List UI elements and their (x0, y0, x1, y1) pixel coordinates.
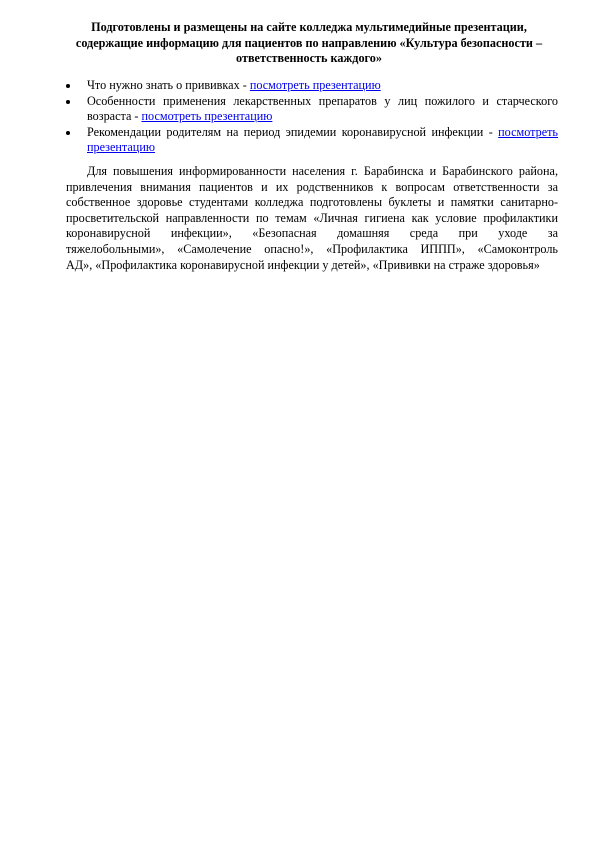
list-item (66, 125, 558, 156)
heading-line-3: ответственность каждого» (236, 51, 382, 65)
presentation-link-vaccinations[interactable]: посмотреть презентацию (249, 78, 381, 92)
document-heading (66, 20, 552, 67)
paragraph-line: АД», «Профилактика коронавирусной инфекции у детей», «Прививки на страже здоровья» (66, 257, 540, 272)
heading-line-2: содержащие информацию для пациентов по направлению «Культура безопасности – (75, 35, 543, 50)
list-item (66, 78, 558, 94)
paragraph-line: собственное здоровье студентами колледжа подготовлены буклеты и памятки санитарно- (66, 195, 558, 210)
paragraph-line: коронавирусной инфекции», «Безопасная домашняя среда при уходе за (66, 226, 558, 241)
list-item-text: Что нужно знать о прививках - (87, 78, 250, 92)
list-item (66, 94, 558, 125)
info-paragraph (66, 164, 558, 273)
list-item-text: Рекомендации родителям на период эпидемии коронавирусной инфекции - (87, 124, 499, 139)
list-item-text: Особенности применения лекарственных препаратов у лиц пожилого и старческого возраста - (87, 93, 558, 123)
paragraph-line: привлечения внимания пациентов и их родственников к вопросам ответственности за (66, 179, 558, 194)
presentation-link-coronavirus-parents[interactable]: посмотреть презентацию (87, 124, 558, 154)
bullet-icon (66, 131, 70, 135)
paragraph-line: просветительской направленности по темам «Личная гигиена как условие профилактики (66, 210, 558, 225)
bullet-icon (66, 100, 70, 104)
paragraph-line: тяжелобольными», «Самолечение опасно!», «Профилактика ИППП», «Самоконтроль (66, 241, 558, 256)
presentation-link-medications-elderly[interactable]: посмотреть презентацию (141, 109, 273, 123)
presentation-list (66, 78, 558, 156)
paragraph-line: Для повышения информированности населения г. Барабинска и Барабинского района, (87, 164, 558, 178)
heading-line-1: Подготовлены и размещены на сайте колледжа мультимедийные презентации, (91, 20, 527, 34)
bullet-icon (66, 84, 70, 88)
